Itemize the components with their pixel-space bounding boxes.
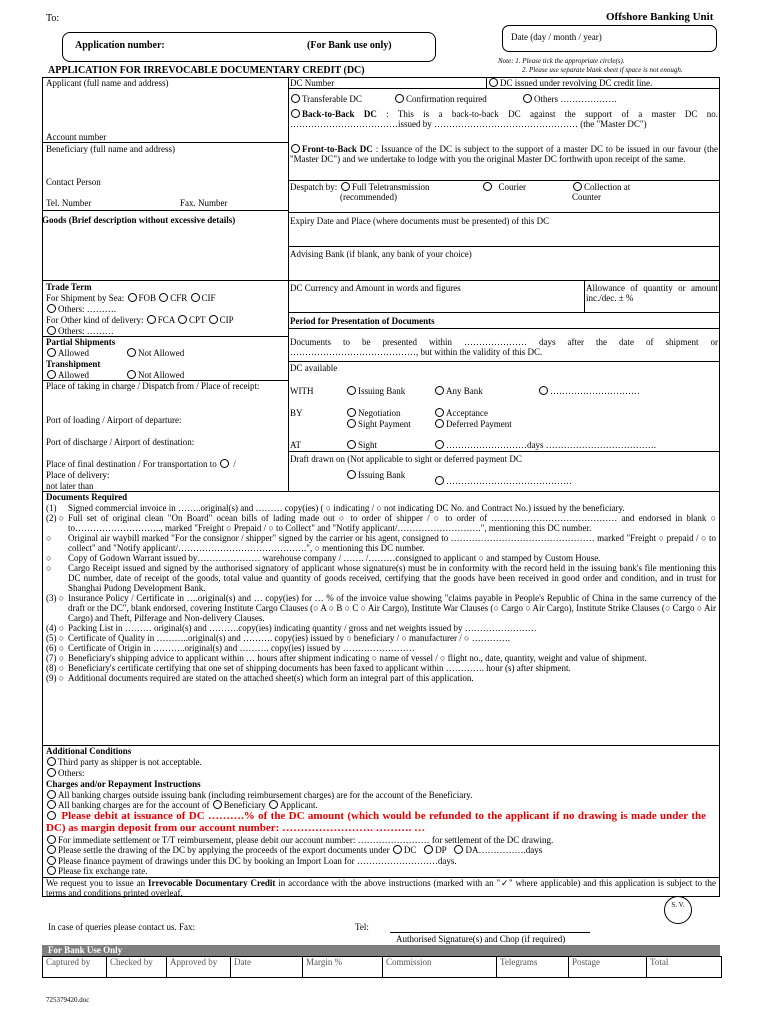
sight-row: Sight	[346, 440, 377, 450]
signature-label: Authorised Signature(s) and Chop (if required)	[396, 934, 566, 944]
bank-col-4: Margin %	[306, 957, 343, 967]
tranship-row: Allowed	[46, 370, 89, 380]
others-row: Others ……………….	[522, 94, 617, 104]
full-tele-radio[interactable]	[341, 182, 350, 191]
collection-row: Collection at Counter	[572, 182, 631, 202]
date-box[interactable]	[502, 25, 717, 52]
add-others-radio[interactable]	[47, 768, 56, 777]
third-party-row: Third party as shipper is not acceptable.	[46, 757, 202, 767]
not-later-label: not later than	[46, 481, 94, 491]
charges-beneficiary-radio[interactable]	[213, 800, 222, 809]
by-label: BY	[290, 408, 303, 418]
fax-label: Fax. Number	[180, 198, 228, 208]
charges-title: Charges and/or Repayment Instructions	[46, 779, 201, 789]
third-party-radio[interactable]	[47, 757, 56, 766]
at-days-row: ………………………days ……………………………….	[434, 440, 656, 450]
bank-col-1: Checked by	[110, 957, 153, 967]
to-label: To:	[46, 13, 60, 24]
currency-label: DC Currency and Amount in words and figures	[290, 283, 461, 293]
document-item: ○ Copy of Godown Warrant issued by………………… warehouse company / ……. /………consigned to applicant ○ and stamped by Custom House.	[46, 553, 601, 563]
document-item: ○ Original air waybill marked "For the consignor / shipper" signed by the carrier or his agent, consigned to ………………………………………… marked "Freight ○ prepaid / ○ to collect" and "Notify applicant/…………………………………….", ○ mentioning this DC number.	[46, 533, 716, 553]
document-item: (5) ○ Certificate of Quality in ………..original(s) and ………. copy(ies) issued by ○ beneficiary / ○ manufacturer / ○ ………….	[46, 633, 510, 643]
tel-label: Tel. Number	[46, 198, 92, 208]
dc-number-label: DC Number	[290, 78, 335, 88]
form-title: APPLICATION FOR IRREVOCABLE DOCUMENTARY CREDIT (DC)	[48, 65, 365, 76]
trade-term-label: Trade Term	[46, 282, 92, 292]
partial-row-2: Not Allowed	[126, 348, 184, 358]
document-item: (3) ○ Insurance Policy / Certificate in ….original(s) and … copy(ies) for … % of the invoice value showing "claims payable in People's Republic of China in the same currency of the draft or the DC", blank endorsed, covering Institute Cargo Clauses (○ A ○ B ○ C ○ Air Cargo), Institute War Clauses (○ Cargo ○ Air Cargo), Institute Strike Clauses (○ Cargo ○ Air Cargo) and Theft, Pilferage and Non-delivery Clauses.	[46, 593, 716, 623]
negotiation-row: Negotiation	[346, 408, 401, 418]
app-number-label: Application number:	[75, 40, 165, 51]
negotiation-radio[interactable]	[347, 408, 356, 417]
port-loading-label: Port of loading / Airport of departure:	[46, 415, 182, 425]
bank-col-5: Commission	[386, 957, 432, 967]
documents-list	[46, 503, 716, 683]
cfr-radio[interactable]	[159, 293, 168, 302]
add-others-row: Others:	[46, 768, 85, 778]
acceptance-radio[interactable]	[435, 408, 444, 417]
charges-outside-row: All banking charges outside issuing bank (including reimbursement charges) are for the account of the Beneficiary.	[46, 790, 472, 800]
place-charge-label: Place of taking in charge / Dispatch from / Place of receipt:	[46, 381, 260, 391]
partial-row: Allowed	[46, 348, 89, 358]
deferred-payment-radio[interactable]	[435, 419, 444, 428]
cif-radio[interactable]	[191, 293, 200, 302]
goods-label: Goods (Brief description without excessive details)	[42, 215, 236, 225]
document-item: (8) ○ Beneficiary's certificate certifying that one set of shipping documents has been faxed to applicant within …………. hour (s) after shipment.	[46, 663, 571, 673]
settle-dc-radio[interactable]	[393, 845, 402, 854]
document-item: ○ Cargo Receipt issued and signed by the authorised signatory of applicant whose signature(s) must be in conformity with the record held in the issuing bank's file mentioning this DC number, date of receipt of the goods, total value and quantity of goods received, certifying that the goods have been received in good order and condition, and in trust for Shanghai Pudong Development Bank.	[46, 563, 716, 593]
bank-use-header: For Bank Use Only	[42, 945, 720, 956]
tel-request-label: Tel:	[355, 922, 369, 932]
at-days-radio[interactable]	[435, 440, 444, 449]
sight-payment-radio[interactable]	[347, 419, 356, 428]
account-number-label: Account number	[46, 132, 107, 142]
others-radio[interactable]	[523, 94, 532, 103]
advising-label: Advising Bank (if blank, any bank of your choice)	[290, 249, 472, 259]
drawn-other-radio[interactable]	[435, 476, 444, 485]
f2b-radio[interactable]	[291, 144, 300, 153]
acceptance-row: Acceptance	[434, 408, 488, 418]
fca-radio[interactable]	[147, 315, 156, 324]
additional-title: Additional Conditions	[46, 746, 132, 756]
drawn-issuing-row: Issuing Bank	[346, 470, 405, 480]
with-other-row: …………………………	[538, 386, 640, 396]
document-item: (7) ○ Beneficiary's shipping advice to applicant within … hours after shipment indicating ○ name of vessel / ○ flight no., date, quantity, weight and value of shipment.	[46, 653, 647, 663]
request-text: We request you to issue an Irrevocable Documentary Credit in accordance with the above instructions (marked with an "✓" where applicable) and this application is subject to the terms and conditions printed overleaf.	[46, 878, 716, 898]
any-bank-row: Any Bank	[434, 386, 483, 396]
tranship-allowed-radio[interactable]	[47, 370, 56, 379]
full-tele-row: Full Teletransmission (recommended)	[340, 182, 430, 202]
despatch-label: Despatch by:	[290, 182, 338, 192]
documents-title: Documents Required	[46, 492, 128, 502]
immediate-row: For immediate settlement or T/T reimbursement, please debit our account number: …………………… for settlement of the DC drawing.	[46, 835, 553, 845]
partial-allowed-radio[interactable]	[47, 348, 56, 357]
dc-available-label: DC available	[290, 363, 338, 373]
collection-radio[interactable]	[573, 182, 582, 191]
document-item: (4) ○ Packing List in ……… original(s) and ……….copy(ies) indicating quantity / gross and net weights issued by ……………………	[46, 623, 537, 633]
place-final-row: Place of final destination / For transportation to /	[46, 459, 236, 469]
charges-account-row: All banking charges are for the account of Beneficiary Applicant.	[46, 800, 318, 810]
other-delivery-row: For Other kind of delivery: FCA CPT CIP	[46, 315, 234, 325]
deferred-payment-row: Deferred Payment	[434, 419, 512, 429]
bank-col-3: Date	[234, 957, 251, 967]
contact-person-label: Contact Person	[46, 177, 101, 187]
debit-margin-row: Please debit at issuance of DC ……….% of the DC amount (which would be refunded to the applicant if no drawing is made under the DC) as margin deposit from our account number: ……………………. ………. …	[46, 810, 707, 834]
b2b-row: Back-to-Back DC : This is a back-to-back DC against the support of a master DC no. ………………………………issued by ………………………………………… (the "Master DC")	[290, 109, 718, 129]
cip-radio[interactable]	[209, 315, 218, 324]
drawn-on-label: Draft drawn on (Not applicable to sight or deferred payment DC	[290, 454, 522, 464]
transhipment-label: Transhipment	[46, 359, 101, 369]
finance-radio[interactable]	[47, 856, 56, 865]
partial-not-allowed-radio[interactable]	[127, 348, 136, 357]
bank-col-0: Captured by	[46, 957, 91, 967]
others-sea-row: Others: ……….	[46, 304, 116, 314]
issuing-bank-row: Issuing Bank	[346, 386, 405, 396]
sight-payment-row: Sight Payment	[346, 419, 411, 429]
settle-dp-radio[interactable]	[424, 845, 433, 854]
bank-col-6: Telegrams	[500, 957, 538, 967]
date-label: Date (day / month / year)	[511, 32, 602, 42]
document-item: (2) ○ Full set of original clean "On Board" ocean bills of lading made out ○ to order of shipper / ○ to order of …………………………………… and endorsed in blank ○ to……………………….., marked "Freight ○ Prepaid / ○ to Collect" and "Notify applicant/……………………….", mentioning this DC number.	[46, 513, 716, 533]
others-sea-radio[interactable]	[47, 304, 56, 313]
confirmation-row: Confirmation required	[394, 94, 487, 104]
courier-row: Courier	[482, 182, 526, 192]
doc-id: 725379420.doc	[46, 996, 90, 1004]
fix-rate-row: Please fix exchange rate.	[46, 866, 147, 876]
drawn-other-row: ……………………………………	[434, 476, 572, 486]
courier-radio[interactable]	[483, 182, 492, 191]
confirmation-radio[interactable]	[395, 94, 404, 103]
applicant-label: Applicant (full name and address)	[46, 78, 169, 88]
settle-row: Please settle the drawing of the DC by applying the proceeds of the export documents under DC DP DA…………….days	[46, 845, 542, 855]
charges-outside-radio[interactable]	[47, 790, 56, 799]
bank-use-label: (For Bank use only)	[307, 40, 392, 51]
queries-label: In case of queries please contact us. Fax:	[48, 922, 195, 932]
bank-col-8: Total	[650, 957, 669, 967]
transferable-row: Transferable DC	[290, 94, 362, 104]
period-title: Period for Presentation of Documents	[290, 316, 435, 326]
partial-shipments-label: Partial Shipments	[46, 337, 116, 347]
with-label: WITH	[290, 386, 314, 396]
bank-col-7: Postage	[572, 957, 600, 967]
final-dest-radio[interactable]	[220, 459, 229, 468]
port-discharge-label: Port of discharge / Airport of destination:	[46, 437, 195, 447]
any-bank-radio[interactable]	[435, 386, 444, 395]
charges-account-radio[interactable]	[47, 800, 56, 809]
beneficiary-label: Beneficiary (full name and address)	[46, 144, 175, 154]
issuing-bank-radio[interactable]	[347, 386, 356, 395]
charges-applicant-radio[interactable]	[269, 800, 278, 809]
settle-radio[interactable]	[47, 845, 56, 854]
sea-shipment-row: For Shipment by Sea: FOB CFR CIF	[46, 293, 216, 303]
f2b-row: Front-to-Back DC : Issuance of the DC is subject to the support of a master DC to be issued in our favour (the "Master DC") and we undertake to lodge with you the original Master DC forthwith upon receipt of the same.	[290, 144, 719, 164]
with-other-radio[interactable]	[539, 386, 548, 395]
application-number-box[interactable]	[62, 32, 436, 62]
at-label: AT	[290, 440, 301, 450]
document-item: (9) ○ Additional documents required are stated on the attached sheet(s) which form an integral part of this application.	[46, 673, 474, 683]
period-text: Documents to be presented within ………………… days after the date of shipment or ……………………………………, but within the validity of this DC.	[290, 337, 718, 357]
bank-col-2: Approved by	[170, 957, 218, 967]
cpt-radio[interactable]	[178, 315, 187, 324]
tranship-row-2: Not Allowed	[126, 370, 184, 380]
drawn-issuing-radio[interactable]	[347, 470, 356, 479]
fix-rate-radio[interactable]	[47, 866, 56, 875]
tranship-not-allowed-radio[interactable]	[127, 370, 136, 379]
sight-radio[interactable]	[347, 440, 356, 449]
note-1: Note: 1. Please tick the appropriate circle(s).	[498, 57, 625, 65]
others-delivery-row: Others: ………	[46, 326, 114, 336]
note-2: 2. Please use separate blank sheet if space is not enough.	[522, 66, 683, 74]
others-delivery-radio[interactable]	[47, 326, 56, 335]
expiry-label: Expiry Date and Place (where documents must be presented) of this DC	[290, 216, 550, 226]
column-divider	[288, 77, 289, 491]
unit-title: Offshore Banking Unit	[606, 11, 714, 23]
settle-da-radio[interactable]	[454, 845, 463, 854]
finance-row: Please finance payment of drawings under this DC by booking an Import Loan for ………………………days.	[46, 856, 457, 866]
fob-radio[interactable]	[128, 293, 137, 302]
b2b-radio[interactable]	[291, 109, 300, 118]
sv-stamp: S. V.	[664, 896, 692, 924]
revolving-row: DC issued under revolving DC credit line.	[488, 78, 652, 88]
transferable-radio[interactable]	[291, 94, 300, 103]
allowance-label: Allowance of quantity or amount inc./dec. ± %	[586, 283, 718, 303]
document-item: (6) ○ Certificate of Origin in ………..original(s) and ………. copy(ies) issued by ……………………	[46, 643, 415, 653]
debit-margin-radio[interactable]	[47, 811, 56, 820]
immediate-radio[interactable]	[47, 835, 56, 844]
revolving-radio[interactable]	[489, 78, 498, 87]
place-delivery-label: Place of delivery:	[46, 470, 110, 480]
document-item: (1) Signed commercial invoice in ……..original(s) and ……… copy(ies) ( ○ indicating / ○ not indicating DC No. and Contract No.) issued by the beneficiary.	[46, 503, 625, 513]
